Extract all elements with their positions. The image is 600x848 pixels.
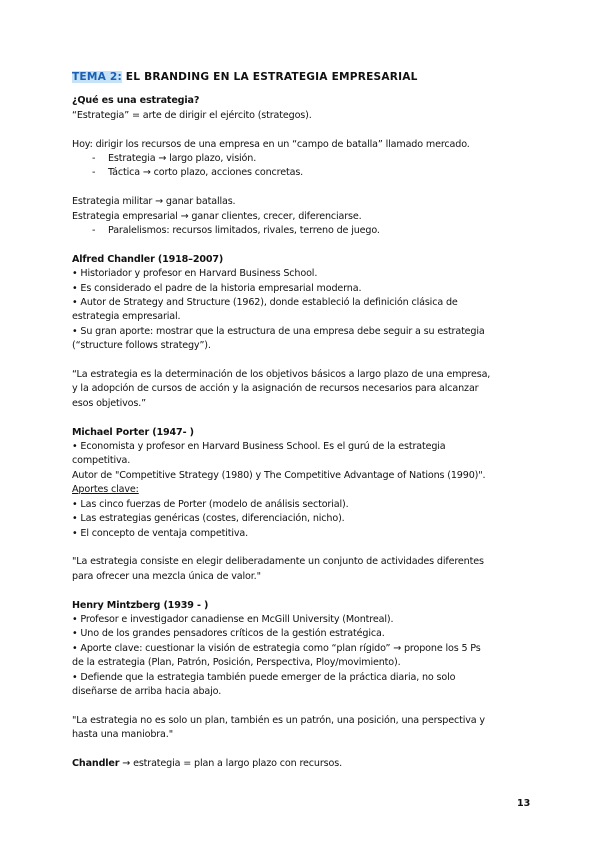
intro-definition: “Estrategia” = arte de dirigir el ejército (strategos). <box>72 109 312 121</box>
summary-bold: Chandler <box>72 757 120 769</box>
porter-bullet: • Economista y profesor en Harvard Business School. Es el gurú de la estrategia <box>72 441 446 453</box>
title-text: EL BRANDING EN LA ESTRATEGIA EMPRESARIAL <box>121 71 418 83</box>
porter-key-item: • El concepto de ventaja competitiva. <box>72 527 248 539</box>
dash-marker: - <box>92 167 96 179</box>
chandler-quote: y la adopción de cursos de acción y la asignación de recursos necesarios para alcanzar <box>72 383 479 395</box>
chandler-quote: “La estrategia es la determinación de los objetivos básicos a largo plazo de una empresa, <box>72 369 491 381</box>
dash-item <box>72 152 532 166</box>
dash-item <box>72 166 532 180</box>
mintzberg-quote: "La estrategia no es solo un plan, también es un patrón, una posición, una perspectiva y <box>72 714 485 726</box>
chandler-bullet: • Autor de Strategy and Structure (1962), donde estableció la definición clásica de <box>72 297 458 309</box>
mintzberg-bullet: • Uno de los grandes pensadores críticos de la gestión estratégica. <box>72 628 385 640</box>
porter-bullet-cont: competitiva. <box>72 455 131 467</box>
dash-text: Paralelismos: recursos limitados, rivales, terreno de juego. <box>108 225 380 237</box>
page-number: 13 <box>517 798 531 809</box>
porter-author: Autor de "Competitive Strategy (1980) y The Competitive Advantage of Nations (1990)". <box>72 469 486 481</box>
mintzberg-bullet-cont: de la estrategia (Plan, Patrón, Posición, Perspectiva, Ploy/movimiento). <box>72 657 401 669</box>
dash-item <box>72 224 532 238</box>
mintzberg-bullet-cont: diseñarse de arriba hacia abajo. <box>72 685 222 697</box>
mintzberg-heading: Henry Mintzberg (1939 - ) <box>72 599 209 611</box>
chandler-bullet-cont: estrategia empresarial. <box>72 311 181 323</box>
dash-text: Estrategia → largo plazo, visión. <box>108 153 257 165</box>
mintzberg-quote: hasta una maniobra." <box>72 729 173 741</box>
summary-line <box>72 757 532 771</box>
intro-military: Estrategia militar → ganar batallas. <box>72 196 236 208</box>
dash-marker: - <box>92 225 96 237</box>
intro-today: Hoy: dirigir los recursos de una empresa en un “campo de batalla” llamado mercado. <box>72 138 470 150</box>
mintzberg-bullet: • Profesor e investigador canadiense en McGill University (Montreal). <box>72 613 394 625</box>
porter-key-item: • Las estrategias genéricas (costes, diferenciación, nicho). <box>72 513 345 525</box>
dash-text: Táctica → corto plazo, acciones concretas. <box>108 167 304 179</box>
chandler-bullet-cont: (“structure follows strategy”). <box>72 340 211 352</box>
mintzberg-bullet: • Aporte clave: cuestionar la visión de estrategia como “plan rígido” → propone los 5 Ps <box>72 642 481 654</box>
chandler-bullet: • Es considerado el padre de la historia empresarial moderna. <box>72 282 362 294</box>
intro-business: Estrategia empresarial → ganar clientes, crecer, diferenciarse. <box>72 210 362 222</box>
title-highlight: TEMA 2: <box>72 71 122 83</box>
mintzberg-bullet: • Defiende que la estrategia también puede emerger de la práctica diaria, no solo <box>72 671 456 683</box>
chandler-bullet: • Historiador y profesor en Harvard Business School. <box>72 268 318 280</box>
porter-key-heading: Aportes clave: <box>72 484 139 496</box>
porter-quote: "La estrategia consiste en elegir deliberadamente un conjunto de actividades diferentes <box>72 556 484 568</box>
intro-heading: ¿Qué es una estrategia? <box>72 95 200 107</box>
chandler-heading: Alfred Chandler (1918–2007) <box>72 253 224 265</box>
chandler-quote: esos objetivos.” <box>72 397 146 409</box>
document-body <box>72 70 532 771</box>
porter-key-item: • Las cinco fuerzas de Porter (modelo de análisis sectorial). <box>72 498 349 510</box>
porter-heading: Michael Porter (1947- ) <box>72 426 194 438</box>
porter-quote: para ofrecer una mezcla única de valor." <box>72 570 261 582</box>
chandler-bullet: • Su gran aporte: mostrar que la estructura de una empresa debe seguir a su estrategia <box>72 325 485 337</box>
dash-marker: - <box>92 153 96 165</box>
summary-text: → estrategia = plan a largo plazo con recursos. <box>119 757 342 769</box>
page-title <box>72 70 532 84</box>
